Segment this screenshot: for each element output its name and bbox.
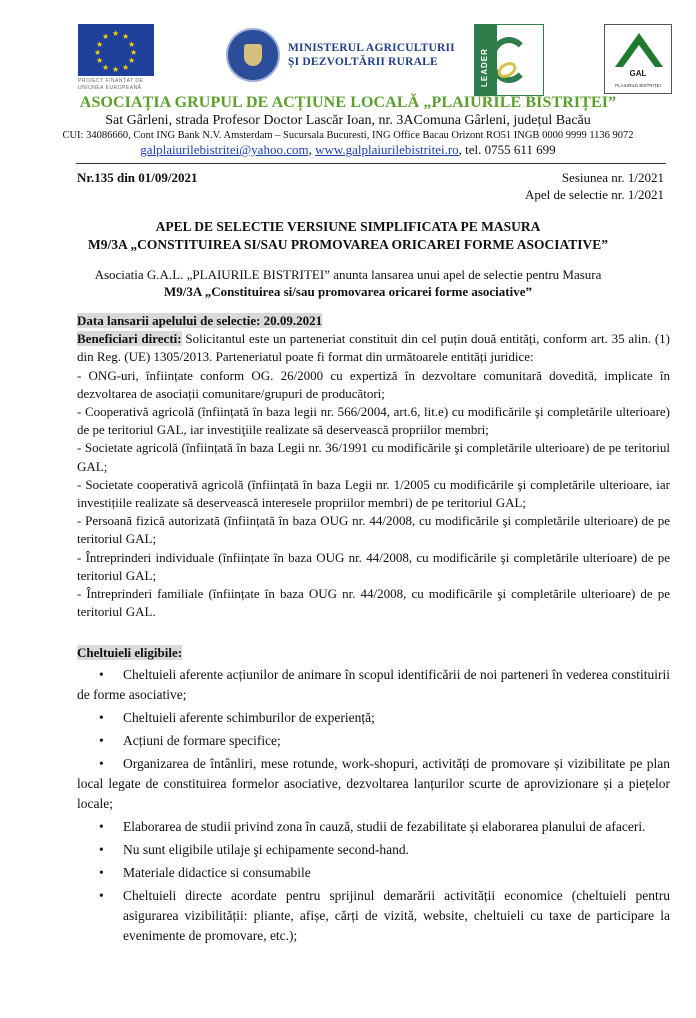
document-body — [77, 312, 670, 946]
expense-text: Nu sunt eligibile utilaje şi echipamente second-hand. — [123, 841, 410, 857]
eu-logo — [78, 24, 154, 96]
romania-government-seal-icon — [226, 28, 280, 82]
call-number: Apel de selectie nr. 1/2021 — [525, 187, 664, 202]
session-number: Sesiunea nr. 1/2021 — [561, 170, 664, 185]
separator: , — [308, 142, 316, 157]
expenses-label: Cheltuieli eligibile: — [77, 645, 183, 661]
eu-caption — [78, 78, 154, 92]
intro-line: Asociatia G.A.L. „PLAIURILE BISTRITEI” anunta lansarea unui apel de selectie pentru Masura — [94, 267, 602, 282]
reference-row — [0, 169, 696, 203]
expense-text: Cheltuieli directe acordate pentru sprijinul demarării activității economice (cheltuieli pentru asigurarea vizibilității: pliante, afișe, cărți de vizită, website, cheltuieli cu taxe de participare la evenimente de promovare, etc.); — [123, 887, 670, 943]
document-number: Nr.135 din 01/09/2021 — [77, 170, 198, 185]
expense-text: Elaborarea de studii privind zona în cauză, studii de fezabilitate și elaborarea planului de afaceri. — [123, 818, 646, 834]
beneficiaries-paragraph — [77, 330, 670, 366]
expense-text: Cheltuieli aferente acțiunilor de animare în scopul identificării de noi parteneri în vederea constituirii de forme asociative; — [77, 666, 670, 702]
session-info — [525, 169, 664, 203]
eu-caption-line: UNIUNEA EUROPEANĂ — [78, 85, 142, 91]
expense-text: Cheltuieli aferente schimburilor de experiență; — [123, 709, 375, 725]
ministry-logo — [222, 28, 462, 88]
expense-item: • Nu sunt eligibile utilaje şi echipamente second-hand. — [99, 841, 410, 857]
beneficiary-item: - Cooperativă agricolă (înființată în baza legii nr. 566/2004, art.6, lit.e) cu modificările şi completările ulterioare) de pe teritoriul GAL, iar investiţiile realizate să deservească propriilor membri; — [77, 404, 670, 438]
document-title — [0, 218, 696, 254]
expense-item: • Cheltuieli directe acordate pentru sprijinul demarării activității economice (cheltuieli pentru asigurarea vizibilității: pliante, afișe, cărți de vizită, website, cheltuieli cu taxe de participare la evenimente de promovare, etc.); — [99, 887, 670, 943]
letterhead — [0, 94, 696, 158]
gal-subtext: PLAIURILE BISTRIȚEI — [615, 83, 661, 88]
phone-number: , tel. 0755 611 699 — [458, 142, 556, 157]
beneficiary-item: - Întreprinderi individuale (înființate în baza OUG nr. 44/2008, cu modificările şi completările ulterioare) de pe teritoriul GAL; — [77, 549, 670, 583]
organization-contact — [0, 142, 696, 158]
expense-text: Materiale didactice si consumabile — [123, 864, 311, 880]
launch-date: Data lansarii apelului de selectie: 20.09.2021 — [77, 313, 323, 328]
gal-logo — [604, 24, 672, 94]
expense-text: Organizarea de întânliri, mese rotunde, work-shopuri, activități de promovare și vizibilitate pe plan local legate de constituirea formelor asociative, dezvoltarea lanțurilor scurte de aprovizionare și a piețelor locale; — [77, 755, 670, 811]
beneficiary-item: - Societate agricolă (înființată în baza Legii nr. 36/1991 cu modificările şi completările ulterioare) de pe teritoriul GAL; — [77, 440, 670, 474]
organization-bank-details: CUI: 34086660, Cont ING Bank N.V. Amsterdam – Sucursala Bucuresti, ING Office Bacau Orizont RO51 INGB 0000 9999 1136 9072 — [62, 130, 634, 141]
beneficiary-item: - ONG-uri, înființate conform OG. 26/2000 cu expertiză în dezvoltare comunitară dovedită, implicate în dezvoltarea de asociații comunitare/grupuri de producători; — [77, 367, 670, 401]
title-line: APEL DE SELECTIE VERSIUNE SIMPLIFICATA PE MASURA — [155, 219, 541, 234]
expense-item: • Elaborarea de studii privind zona în cauză, studii de fezabilitate și elaborarea planului de afaceri. — [99, 818, 646, 834]
ministry-name-line: MINISTERUL AGRICULTURII — [288, 42, 455, 54]
organization-address: Sat Gârleni, strada Profesor Doctor Lascăr Ioan, nr. 3AComuna Gârleni, județul Bacău — [105, 113, 591, 128]
header-divider — [76, 163, 666, 164]
document-page — [0, 22, 696, 946]
leader-text: LEADER — [480, 48, 489, 87]
leader-logo — [474, 24, 544, 96]
eu-flag-icon: ★ ★ ★ ★ ★ ★ ★ ★ ★ ★ ★ ★ — [78, 24, 154, 76]
title-line: M9/3A „CONSTITUIREA SI/SAU PROMOVAREA ORICAREI FORME ASOCIATIVE” — [87, 237, 609, 252]
expense-item: • Acțiuni de formare specifice; — [99, 732, 281, 748]
expenses-list — [77, 665, 670, 946]
website-link[interactable]: www.galplaiurilebistritei.ro — [315, 142, 459, 157]
expense-item: • Materiale didactice si consumabile — [99, 864, 311, 880]
gal-text: GAL — [629, 69, 647, 78]
eu-caption-line: PROIECT FINANȚAT DE — [78, 78, 144, 84]
ministry-name-line: ȘI DEZVOLTĂRII RURALE — [288, 56, 438, 68]
expense-item: • Cheltuieli aferente schimburilor de experiență; — [99, 709, 375, 725]
beneficiaries-intro: Solicitantul este un parteneriat constituit din cel puțin două entități, conform art. 35 alin. (1) din Reg. (UE) 1305/2013. Parteneriatul poate fi format din următoarele entități juridice: — [77, 331, 670, 365]
expense-item: • Cheltuieli aferente acțiunilor de animare în scopul identificării de noi parteneri în vederea constituirii de forme asociative; — [77, 666, 670, 702]
organization-name: ASOCIAȚIA GRUPUL DE ACȚIUNE LOCALĂ „PLAIURILE BISTRIȚEI” — [79, 94, 617, 111]
expense-text: Acțiuni de formare specifice; — [123, 732, 281, 748]
intro-measure: M9/3A „Constituirea si/sau promovarea oricarei forme asociative” — [163, 284, 533, 299]
beneficiary-item: - Întreprinderi familiale (înființate în baza OUG nr. 44/2008, cu modificările şi completările ulterioare) de pe teritoriul GAL. — [77, 586, 670, 620]
beneficiary-item: - Persoană fizică autorizată (înființată în baza OUG nr. 44/2008, cu modificările şi completările ulterioare) de pe teritoriul GAL; — [77, 513, 670, 547]
ministry-name — [288, 41, 455, 69]
email-link[interactable]: galplaiurilebistritei@yahoo.com — [140, 142, 309, 157]
beneficiaries-label: Beneficiari directi: — [77, 331, 182, 347]
logo-bar — [0, 22, 696, 97]
expense-item: • Organizarea de întânliri, mese rotunde, work-shopuri, activități de promovare și vizibilitate pe plan local legate de constituirea formelor asociative, dezvoltarea lanțurilor scurte de aprovizionare și a piețelor locale; — [77, 755, 670, 811]
intro-paragraph — [0, 266, 696, 300]
beneficiary-item: - Societate cooperativă agricolă (înființată în baza Legii nr. 1/2005 cu modificările şi completările ulterioare, iar investițiile realizate să deservească interesele propriilor membri) de pe teritoriul GAL; — [77, 476, 670, 511]
